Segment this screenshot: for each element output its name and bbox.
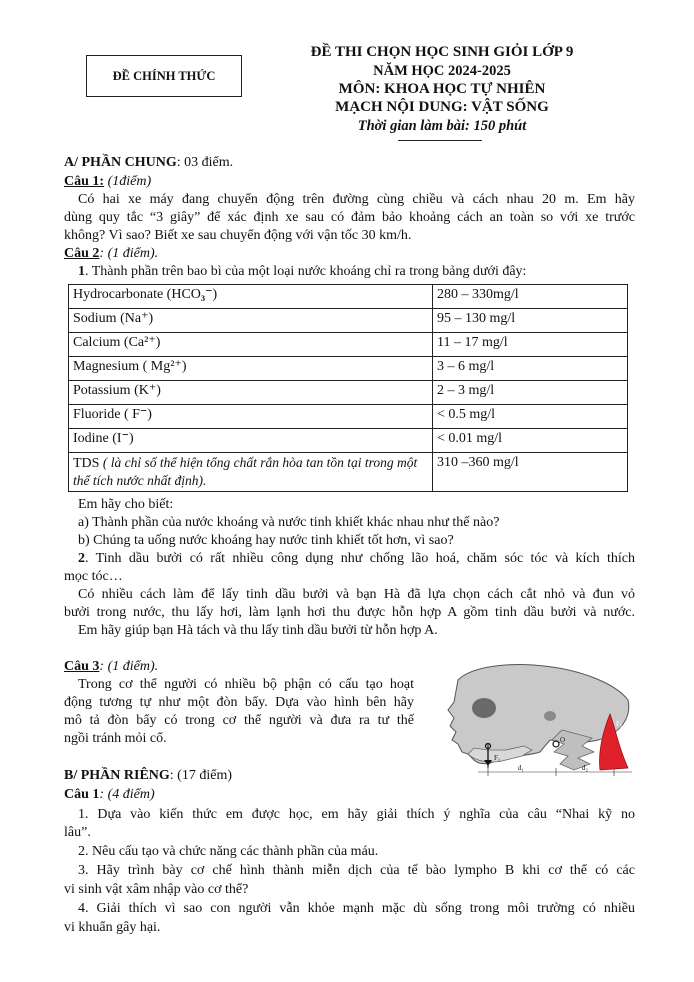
q3-line: mô tả đòn bẩy có trong cơ thể người và đưa ra tư thế — [64, 713, 414, 728]
mineral-ion: ⁺ — [141, 311, 149, 326]
section-a-heading — [64, 154, 635, 172]
q1-heading — [64, 173, 635, 191]
q1-points: (1điểm) — [104, 174, 152, 189]
header-divider — [398, 140, 482, 141]
q2-part2-text: . Tinh dầu bưởi có rất nhiều công dụng như chống lão hoá, chăm sóc tóc và kích thích — [85, 551, 635, 566]
b-q1-line: 4. Giải thích vì sao con người vẫn khỏe mạnh mặc dù sống trong môi trường có nhiều — [78, 901, 635, 916]
mineral-tail: ) — [181, 359, 187, 374]
mineral-value: < 0.01 mg/l — [433, 429, 628, 453]
mineral-ion: ₃⁻ — [200, 287, 213, 302]
section-b-heading — [64, 767, 635, 785]
b-q1-line: 3. Hãy trình bày cơ chế hình thành miễn dịch của tế bào lympho B khi cơ thể có các — [78, 863, 635, 878]
table-row — [69, 381, 628, 405]
time-allowed: Thời gian làm bài: 150 phút — [357, 118, 527, 134]
q2-part1-intro — [78, 263, 649, 281]
mineral-value: 11 – 17 mg/l — [433, 333, 628, 357]
mineral-tail: ) — [155, 335, 161, 350]
table-row — [69, 285, 628, 309]
q2-part2-line: mọc tóc… — [64, 569, 123, 584]
table-row — [69, 357, 628, 381]
mineral-ion: ²⁺ — [144, 335, 156, 350]
mineral-name: Potassium (K — [73, 383, 149, 398]
school-year: NĂM HỌC 2024-2025 — [373, 63, 511, 79]
b-q1-points: : (4 điểm) — [99, 787, 155, 802]
section-a-points: : 03 điểm. — [176, 155, 234, 170]
q2-part2-number: 2 — [78, 551, 85, 566]
tds-label: TDS — [73, 456, 100, 471]
tds-value: 310 –360 mg/l — [433, 453, 628, 492]
mineral-name: Iodine (I — [73, 431, 122, 446]
mineral-ion: ⁻ — [121, 431, 129, 446]
b-q1-line: 1. Dựa vào kiến thức em được học, em hãy giải thích ý nghĩa của câu “Nhai kỹ no — [78, 807, 635, 822]
mineral-ion: ⁺ — [148, 383, 157, 398]
subject-title: MÔN: KHOA HỌC TỰ NHIÊN — [338, 81, 546, 97]
q2-part1-number: 1 — [78, 264, 85, 279]
q2-points: : (1 điểm). — [99, 246, 159, 261]
b-q1-label: Câu 1 — [64, 787, 100, 802]
q1-line: Có hai xe máy đang chuyển động trên đường cùng chiều và cách nhau 20 m. Em hãy — [78, 192, 635, 207]
table-row — [69, 453, 628, 492]
content-strand: MẠCH NỘI DUNG: VẬT SỐNG — [335, 99, 549, 115]
q3-line: ngồi tránh mỏi cổ. — [64, 731, 167, 746]
mineral-value: 2 – 3 mg/l — [433, 381, 628, 405]
q2-ask: Em hãy cho biết: — [78, 497, 174, 512]
q3-label: Câu 3 — [64, 659, 100, 674]
b-q1-line: vi sinh vật xâm nhập vào cơ thể? — [64, 882, 249, 897]
mineral-name: Hydrocarbonate (HCO — [73, 287, 201, 302]
fulcrum-point — [553, 741, 559, 747]
skull-lever-figure — [432, 660, 640, 778]
official-exam-box — [86, 55, 242, 97]
mineral-tail: ) — [212, 287, 218, 302]
b-q1-heading — [64, 786, 635, 804]
table-row — [69, 333, 628, 357]
mineral-tail: ) — [156, 383, 161, 398]
mineral-value: 95 – 130 mg/l — [433, 309, 628, 333]
q2-part2-line: Có nhiều cách làm để lấy tinh dầu bưởi và bạn Hà đã lựa chọn cách cắt nhỏ và đun vỏ — [78, 587, 635, 602]
official-label: ĐỀ CHÍNH THỨC — [112, 68, 216, 83]
table-row — [69, 309, 628, 333]
section-b-points: : (17 điểm) — [169, 768, 233, 783]
q2-part2-line: bưởi trong nước, thu lấy hơi, làm lạnh hơi thu được hỗn hợp A gồm tinh dầu bưởi và nước. — [64, 605, 635, 620]
mineral-name: Calcium (Ca — [73, 335, 145, 350]
q3-line: động tương tự như một đòn bẩy. Dựa vào hình bên hãy — [64, 695, 414, 710]
q1-line: không? Vì sao? Biết xe sau chuyển động với vận tốc 30 km/h. — [64, 228, 412, 243]
ear-opening — [544, 711, 556, 721]
label-d1: d₁ — [518, 764, 524, 772]
section-a-title: A/ PHẦN CHUNG — [64, 155, 177, 170]
section-b-title: B/ PHẦN RIÊNG — [64, 768, 170, 783]
label-d2: d₂ — [582, 764, 588, 772]
q2-label: Câu 2 — [64, 246, 100, 261]
q2-item-a: a) Thành phần của nước khoáng và nước tinh khiết khác nhau như thế nào? — [78, 515, 500, 530]
mineral-name: Magnesium ( Mg — [73, 359, 171, 374]
mineral-ion: ⁻ — [139, 407, 148, 422]
q2-part1-text: . Thành phần trên bao bì của một loại nước khoáng chỉ ra trong bảng dưới đây: — [85, 264, 527, 279]
b-q1-line: 2. Nêu cấu tạo và chức năng các thành phần của máu. — [78, 844, 379, 859]
q2-part2-line — [78, 550, 635, 568]
b-q1-line: lâu”. — [64, 825, 91, 840]
mineral-value: 3 – 6 mg/l — [433, 357, 628, 381]
q3-line: Trong cơ thể người có nhiều bộ phận có cấu tạo hoạt — [78, 677, 414, 692]
q1-label: Câu 1: — [64, 174, 105, 189]
b-q1-line: vi khuẩn gây hại. — [64, 920, 161, 935]
q3-points: : (1 điểm). — [99, 659, 159, 674]
q2-part2-line: Em hãy giúp bạn Hà tách và thu lấy tinh dầu bưởi từ hỗn hợp A. — [78, 623, 438, 638]
mineral-tail: ) — [148, 311, 154, 326]
mineral-name: Fluoride ( F — [73, 407, 140, 422]
mineral-composition-table — [68, 284, 628, 492]
q1-line: dùng quy tắc “3 giây” để xác định xe sau có đảm bảo khoảng cách an toàn so với xe trước — [64, 210, 635, 225]
table-row — [69, 405, 628, 429]
mineral-tail: ) — [128, 431, 134, 446]
table-row — [69, 429, 628, 453]
label-o: O — [560, 736, 566, 744]
q2-heading — [64, 245, 635, 263]
label-f2: F₂ — [616, 720, 623, 728]
mineral-ion: ²⁺ — [170, 359, 182, 374]
tds-note: ( là chỉ số thể hiện tổng chất rắn hòa tan tồn tại trong một thể tích nước nhất định). — [73, 455, 418, 488]
q2-item-b: b) Chúng ta uống nước khoáng hay nước tinh khiết tốt hơn, vì sao? — [78, 533, 454, 548]
mineral-name: Sodium (Na — [73, 311, 142, 326]
label-f1: F₁ — [494, 754, 501, 762]
mineral-value: 280 – 330mg/l — [433, 285, 628, 309]
mineral-tail: ) — [147, 407, 152, 422]
eye-socket — [472, 698, 496, 718]
mineral-value: < 0.5 mg/l — [433, 405, 628, 429]
exam-title: ĐỀ THI CHỌN HỌC SINH GIỎI LỚP 9 — [310, 44, 574, 60]
